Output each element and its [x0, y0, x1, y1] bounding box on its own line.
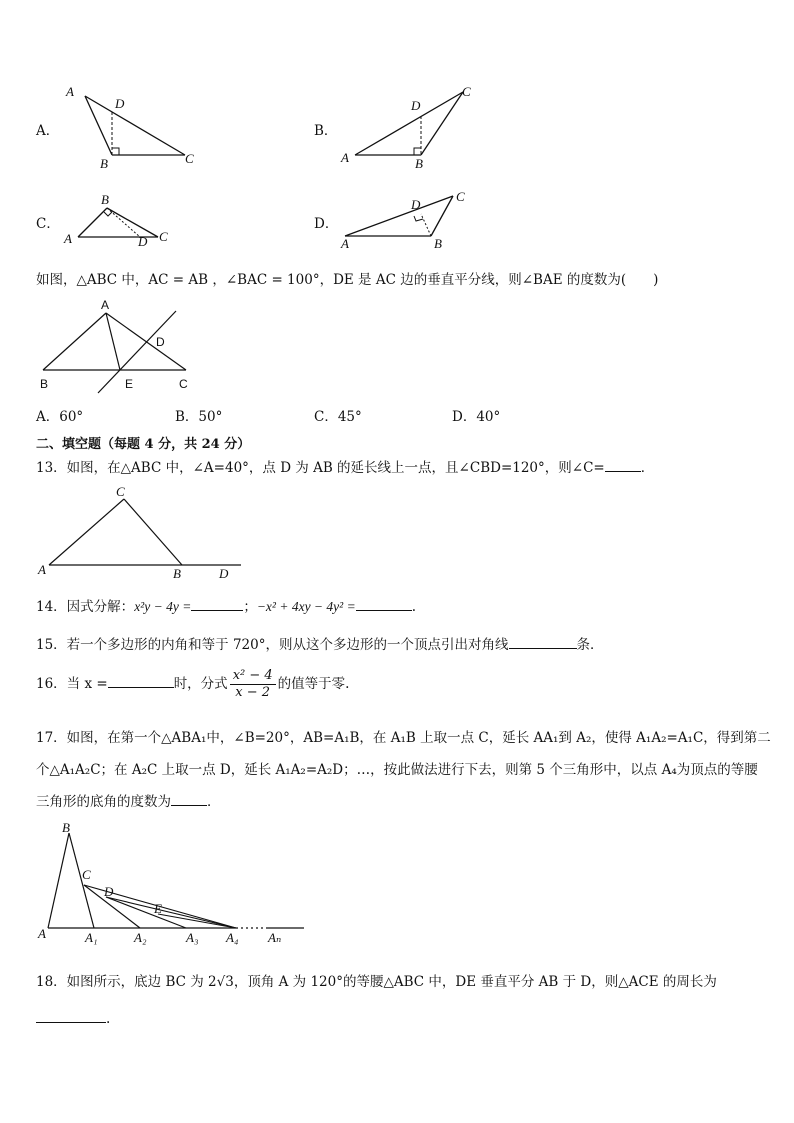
label-b: B: [415, 156, 423, 171]
label-d: D: [156, 335, 165, 349]
label-b: B: [434, 236, 442, 251]
figure-question-12: [36, 296, 206, 396]
option-c-label: C．: [36, 216, 60, 232]
q12-option-c: C．45°: [314, 409, 362, 425]
label-c: C: [179, 377, 188, 391]
label-a4: A₄: [226, 930, 239, 945]
label-c: C: [456, 189, 465, 204]
fraction: $\frac{\text{x² − 4}}{x - 2}$: [230, 668, 276, 701]
figure-option-c: [60, 188, 190, 248]
label-a3: A₃: [186, 930, 199, 945]
q12-option-d: D．40°: [452, 409, 501, 425]
label-a: A: [341, 236, 349, 251]
label-a2: A₂: [134, 930, 147, 945]
question-18-line-1: 18．如图所示，底边 BC 为 2√3，顶角 A 为 120°的等腰△ABC 中，DE 垂直平分 AB 于 D，则△ACE 的周长为: [36, 974, 717, 990]
label-c: C: [116, 484, 125, 499]
question-14-text: 14．因式分解：x²y − 4y = ；−x² + 4xy − 4y² = .: [36, 596, 416, 617]
label-c: C: [462, 84, 471, 99]
label-a: A: [341, 150, 349, 165]
figure-option-b: [335, 80, 485, 170]
label-a: A: [38, 562, 46, 577]
section-heading: 二、填空题（每题 4 分，共 24 分）: [36, 437, 251, 452]
label-d: D: [411, 197, 421, 212]
label-b: B: [62, 820, 70, 835]
label-d: D: [104, 884, 114, 899]
question-17-line-1: 17．如图，在第一个△ABA₁中，∠B=20°，AB=A₁B，在 A₁B 上取一点 C，延长 AA₁到 A₂，使得 A₁A₂=A₁C，得到第二: [36, 730, 771, 746]
label-c: C: [159, 229, 168, 244]
question-15-text: 15．若一个多边形的内角和等于 720°，则从这个多边形的一个顶点引出对角线 条．: [36, 634, 604, 655]
q12-option-a: A．60°: [36, 409, 84, 425]
figure-question-17: [36, 818, 316, 948]
option-b-label: B．: [314, 123, 338, 139]
label-d: D: [411, 98, 421, 113]
label-e: E: [154, 901, 162, 916]
figure-option-d: [335, 185, 475, 250]
option-a-label: A．: [36, 123, 60, 139]
label-a: A: [101, 298, 110, 312]
question-17-line-3: 三角形的底角的度数为 ．: [36, 791, 221, 812]
question-12-text: 如图，△ABC 中，AC = AB ，∠BAC = 100°，DE 是 AC 边的垂直平分线，则∠BAE 的度数为( ): [36, 272, 659, 288]
label-a: A: [64, 231, 72, 246]
q12-option-b: B．50°: [175, 409, 223, 425]
figure-option-a: [60, 80, 210, 170]
question-17-line-2: 个△A₁A₂C；在 A₂C 上取一点 D，延长 A₁A₂=A₂D；…，按此做法进行下去，则第 5 个三角形中，以点 A₄为顶点的等腰: [36, 762, 758, 778]
label-a: A: [38, 926, 46, 941]
label-c: C: [82, 867, 91, 882]
label-a: A: [66, 84, 74, 99]
figure-question-13: [36, 482, 246, 582]
label-a1: A₁: [85, 930, 98, 945]
label-c: C: [185, 151, 194, 166]
label-d: D: [219, 566, 229, 581]
question-16-text: 16．当 x = 时，分式 $\frac{\text{x² − 4}}{x - 2}$ 的值等于零.: [36, 668, 350, 700]
label-b: B: [40, 377, 49, 391]
label-b: B: [173, 566, 181, 581]
label-e: E: [125, 377, 134, 391]
label-d: D: [138, 234, 148, 249]
option-d-label: D．: [314, 216, 339, 232]
label-an: Aₙ: [268, 930, 282, 945]
label-d: D: [115, 96, 125, 111]
label-b: B: [101, 192, 109, 207]
question-13-text: 13．如图，在△ABC 中，∠A=40°，点 D 为 AB 的延长线上一点，且∠CBD=120°，则∠C= ．: [36, 457, 654, 478]
question-18-line-2: .: [36, 1008, 110, 1029]
label-b: B: [100, 156, 108, 171]
